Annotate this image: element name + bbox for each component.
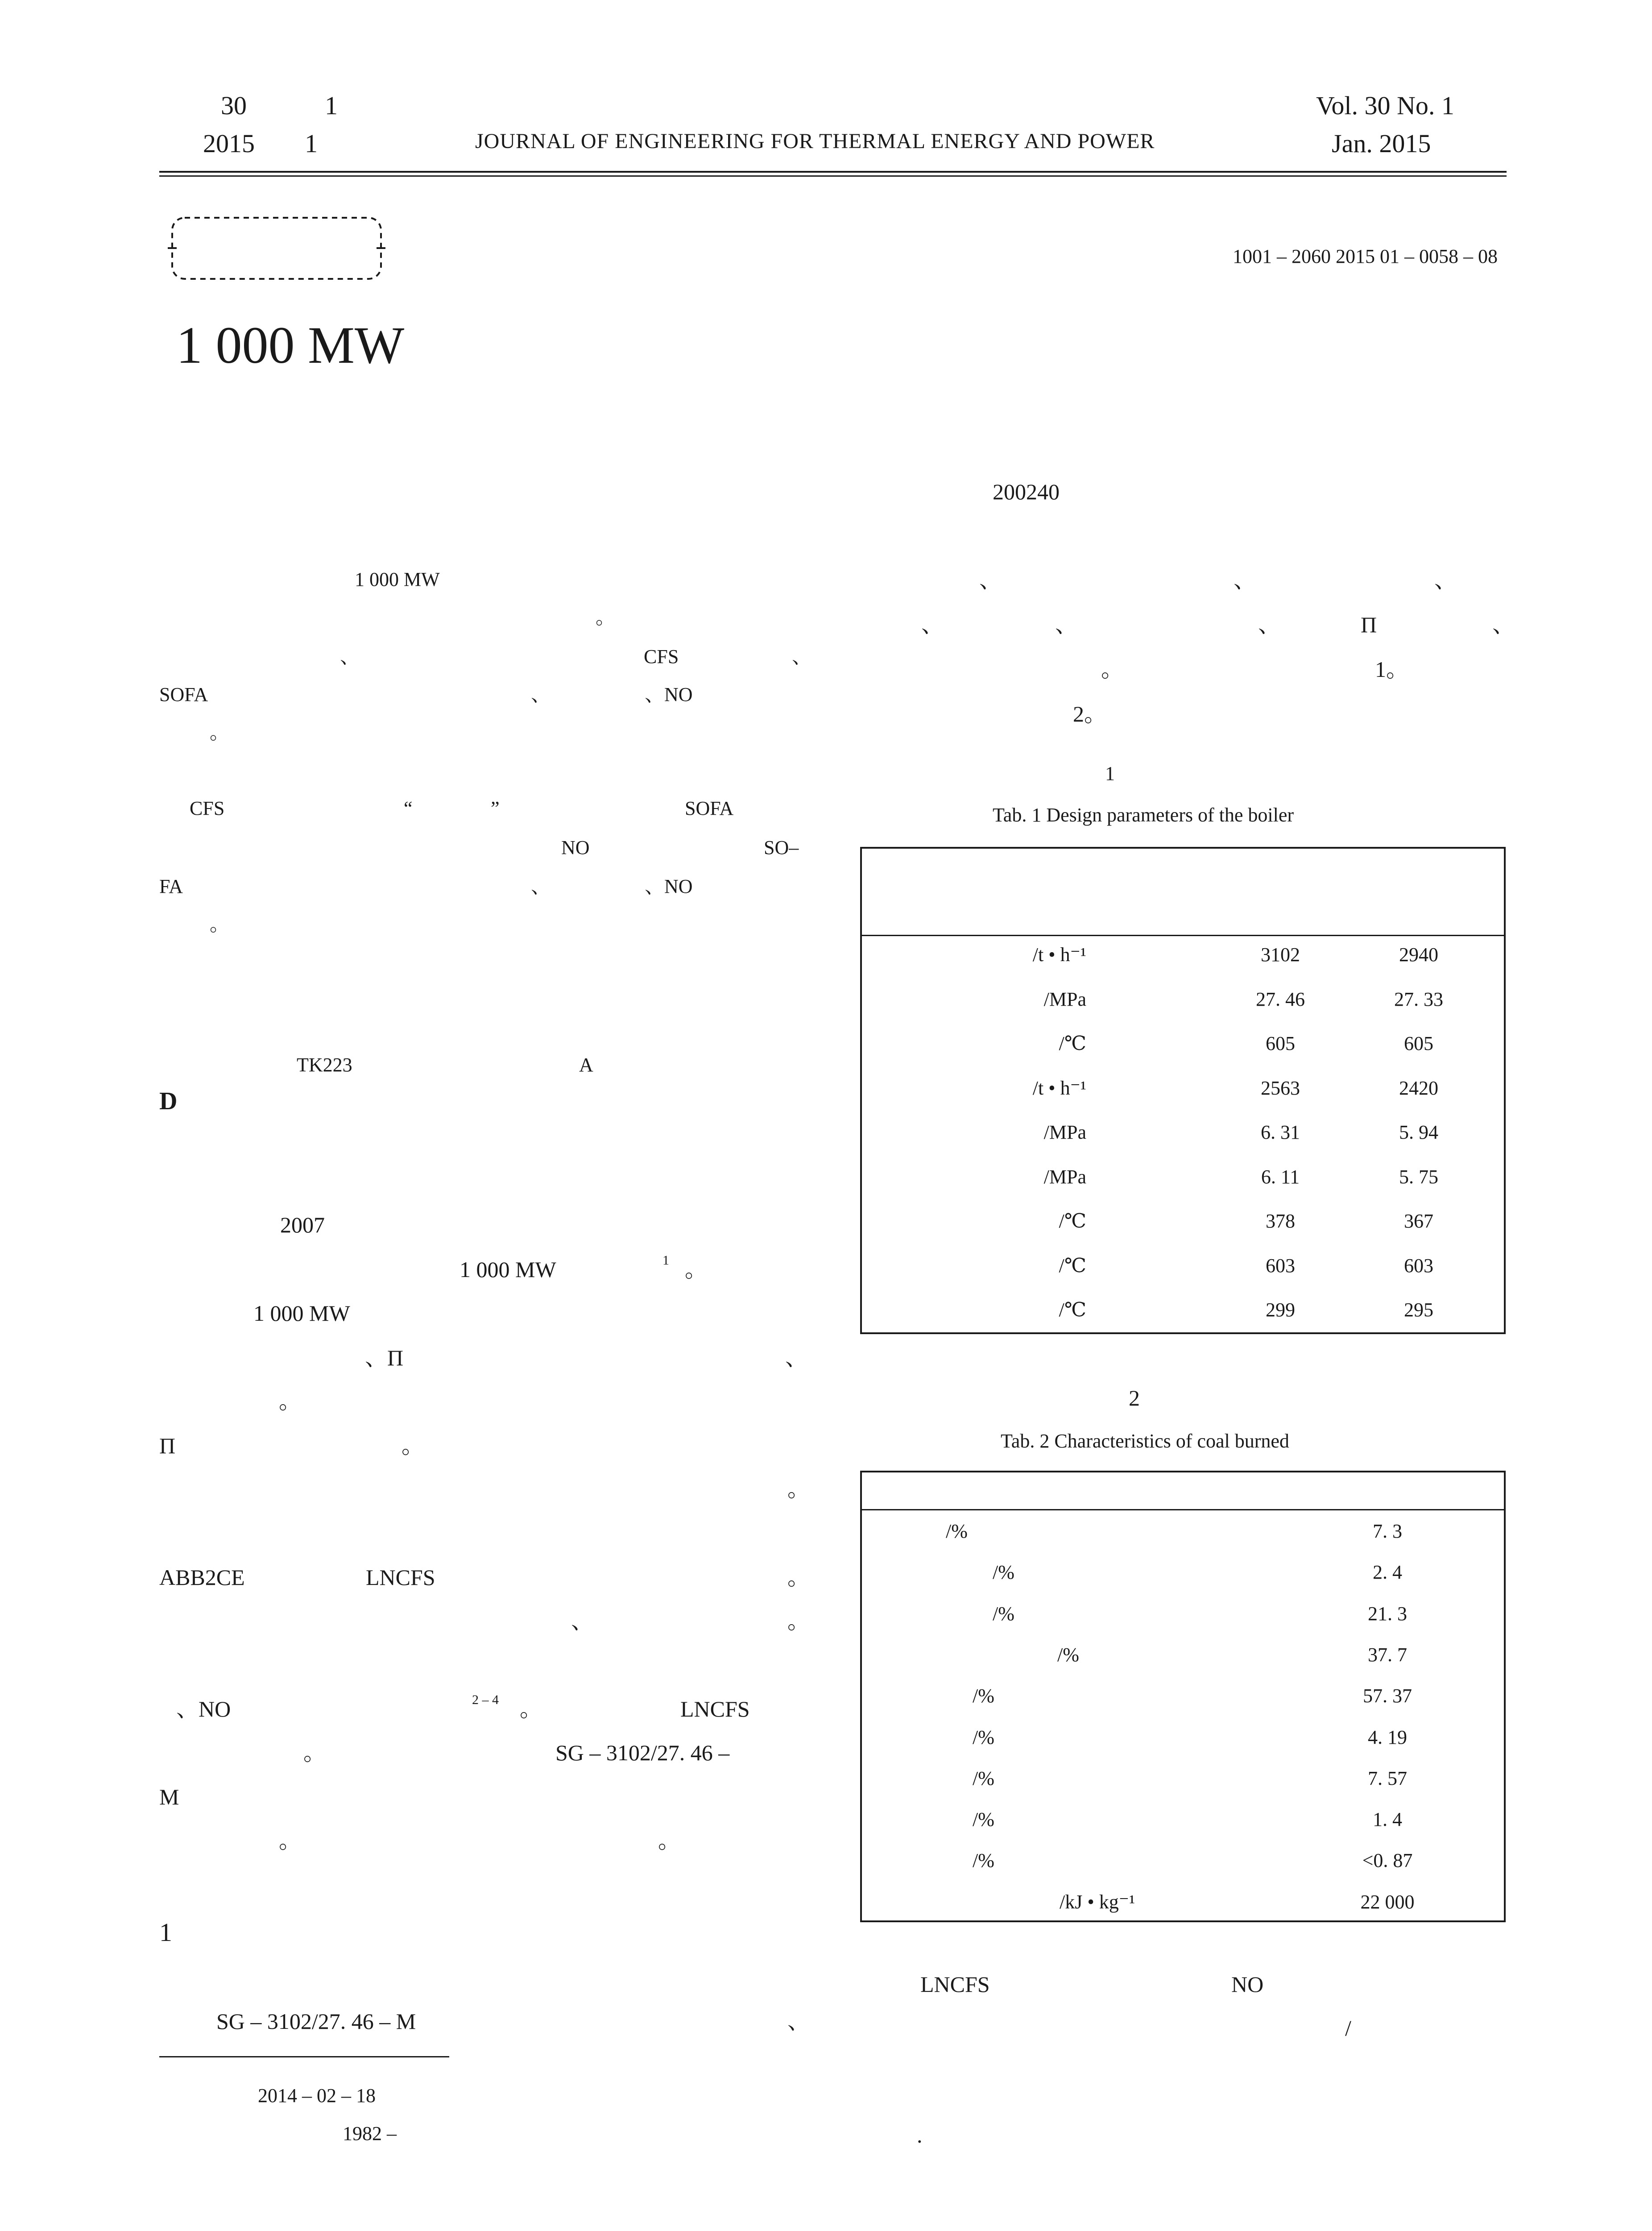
body-capacity: 1 000 MW <box>253 1301 350 1326</box>
table2-unit: /% <box>973 1685 994 1707</box>
abstract-mark: 。 <box>210 913 229 935</box>
article-title: 1 000 MW <box>176 316 405 374</box>
body-slash: / <box>1345 2015 1351 2040</box>
body-capacity: 1 000 MW <box>460 1257 556 1282</box>
body-mark: 、 <box>1055 612 1077 637</box>
body-company: ABB2CE <box>159 1565 245 1590</box>
table-reference: 1。 <box>1375 657 1408 682</box>
table1-unit: /MPa <box>1043 1121 1086 1143</box>
table1-design-value: 27. 46 <box>1256 988 1305 1010</box>
table1-rated-value: 27. 33 <box>1394 988 1443 1010</box>
header-date: Jan. 2015 <box>1332 129 1431 158</box>
abstract-mark: ” <box>491 797 500 819</box>
table2-value: 21. 3 <box>1368 1602 1407 1625</box>
table-reference: 2。 <box>1073 701 1106 726</box>
table1-caption: Tab. 1 Design parameters of the boiler <box>993 804 1294 826</box>
table1-unit: /℃ <box>1059 1299 1086 1321</box>
table1-unit: /℃ <box>1059 1254 1086 1277</box>
table1-rated-value: 295 <box>1404 1299 1433 1321</box>
table2-value: 1. 4 <box>1373 1808 1402 1831</box>
table1-unit: /MPa <box>1043 1165 1086 1188</box>
boiler-model: SG – 3102/27. 46 – <box>555 1740 730 1765</box>
table1-design-value: 6. 31 <box>1261 1121 1300 1143</box>
table2-value: 22 000 <box>1360 1891 1415 1913</box>
body-lncfs: LNCFS <box>920 1972 990 1997</box>
table1-unit: /t • h⁻¹ <box>1032 1077 1086 1099</box>
abstract-mark: 、 <box>531 684 551 705</box>
document-code: A <box>579 1054 593 1076</box>
body-mark: 。 <box>520 1696 542 1721</box>
body-mark: 、 <box>979 568 1002 593</box>
abstract-sofa: SOFA <box>159 684 208 705</box>
body-pi: 、Π <box>365 1345 404 1370</box>
table1-design-value: 378 <box>1266 1210 1295 1232</box>
body-mark: 、 <box>1434 568 1457 593</box>
table1-unit: /t • h⁻¹ <box>1032 944 1086 966</box>
body-mark: 。 <box>303 1740 326 1765</box>
table2-header-rule <box>860 1509 1506 1510</box>
table1-design-value: 299 <box>1266 1299 1295 1321</box>
article-number: 1001 – 2060 2015 01 – 0058 – 08 <box>1233 245 1498 267</box>
body-mark: 。 <box>658 1828 680 1853</box>
table2-unit: /% <box>946 1520 968 1542</box>
table2-unit: /% <box>973 1767 994 1789</box>
section-heading-1: 1 <box>159 1918 172 1947</box>
clc-number: TK223 <box>297 1054 352 1076</box>
body-mark: 、 <box>1492 612 1515 637</box>
body-pi: Π <box>1361 612 1377 637</box>
boiler-model: SG – 3102/27. 46 – M <box>216 2009 416 2034</box>
body-mark: 。 <box>279 1828 301 1853</box>
abstract-mark: 、 <box>531 875 551 897</box>
table1-design-value: 2563 <box>1261 1077 1300 1099</box>
table1-rated-value: 367 <box>1404 1210 1433 1232</box>
table2-unit: /% <box>1057 1643 1079 1666</box>
table1-header-rule <box>860 935 1506 936</box>
header-vol-no: Vol. 30 No. 1 <box>1316 91 1454 120</box>
body-mark: 。 <box>787 1476 810 1501</box>
header-volume: 30 <box>221 91 247 120</box>
table2-unit: /% <box>973 1849 994 1872</box>
body-mark: 。 <box>685 1257 707 1282</box>
abstract-nox: 、NO <box>645 684 693 705</box>
citation-ref: 2 – 4 <box>472 1692 499 1707</box>
table2-number: 2 <box>1129 1385 1140 1410</box>
body-lncfs: LNCFS <box>366 1565 435 1590</box>
received-date: 2014 – 02 – 18 <box>258 2085 376 2107</box>
body-pi: Π <box>159 1433 176 1458</box>
footnote-rule <box>159 2056 449 2057</box>
doi-mark: D <box>159 1087 178 1115</box>
table1-design-value: 605 <box>1266 1033 1295 1054</box>
table2-value: 2. 4 <box>1373 1561 1402 1584</box>
body-period: . <box>917 2123 923 2148</box>
abstract-mark: 。 <box>596 606 615 628</box>
body-mark: 、 <box>1258 612 1280 637</box>
body-mark: 。 <box>402 1433 424 1458</box>
body-nox: 、NO <box>176 1696 231 1721</box>
table2-value: 7. 3 <box>1373 1520 1402 1542</box>
table2-unit: /kJ • kg⁻¹ <box>1060 1891 1135 1913</box>
table2-value: 37. 7 <box>1368 1643 1407 1666</box>
header-rule-top <box>159 171 1507 173</box>
body-mark: 。 <box>787 1565 810 1590</box>
abstract-mark: 、 <box>340 646 360 668</box>
journal-name: JOURNAL OF ENGINEERING FOR THERMAL ENERGY AND POWER <box>475 129 1155 153</box>
body-year: 2007 <box>280 1212 325 1237</box>
abstract-cfs: CFS <box>644 646 679 668</box>
table1-rated-value: 5. 94 <box>1399 1121 1438 1143</box>
table1-design-value: 603 <box>1266 1254 1295 1277</box>
table1-rated-value: 603 <box>1404 1254 1433 1277</box>
body-mark: 、 <box>921 612 944 637</box>
abstract-capacity: 1 000 MW <box>355 568 440 590</box>
abstract-nox: NO <box>561 837 590 858</box>
abstract-sofa: SOFA <box>685 797 734 819</box>
body-mark: 、 <box>785 1345 807 1370</box>
table2-unit: /% <box>993 1602 1014 1625</box>
body-mark: 、 <box>571 1609 593 1634</box>
body-mark: 、 <box>1234 568 1256 593</box>
table1-design-value: 3102 <box>1261 944 1300 966</box>
abstract-nox: 、NO <box>645 875 693 897</box>
postcode: 200240 <box>993 479 1060 504</box>
body-mark: 、 <box>787 2009 810 2034</box>
abstract-mark: 。 <box>210 722 229 743</box>
header-year: 2015 <box>203 129 255 158</box>
header-issue: 1 <box>325 91 338 120</box>
table2-value: 4. 19 <box>1368 1726 1407 1748</box>
author-birth-year: 1982 – <box>343 2123 397 2144</box>
body-mark: 。 <box>787 1609 810 1634</box>
abstract-sofa-break: SO– <box>764 837 799 858</box>
table2-value: 7. 57 <box>1368 1767 1407 1789</box>
table2-unit: /% <box>973 1808 994 1831</box>
abstract-cfs: CFS <box>190 797 225 819</box>
table1-design-value: 6. 11 <box>1261 1165 1300 1188</box>
body-mark: 。 <box>1101 657 1123 682</box>
table2-caption: Tab. 2 Characteristics of coal burned <box>1001 1430 1289 1452</box>
table1-rated-value: 2420 <box>1399 1077 1438 1099</box>
body-mark: 。 <box>279 1389 301 1414</box>
table1-unit: /MPa <box>1043 988 1086 1010</box>
table2-value: 57. 37 <box>1363 1685 1412 1707</box>
column-label-frame <box>165 214 388 283</box>
table1-rated-value: 605 <box>1404 1033 1433 1054</box>
table1-unit: /℃ <box>1059 1210 1086 1232</box>
header-month: 1 <box>305 129 318 158</box>
table2-unit: /% <box>993 1561 1014 1584</box>
table1-number: 1 <box>1105 763 1115 784</box>
body-lncfs: LNCFS <box>680 1696 750 1721</box>
table1-rated-value: 5. 75 <box>1399 1165 1438 1188</box>
abstract-mark: “ <box>404 797 413 819</box>
body-model-suffix: M <box>159 1784 179 1809</box>
table2-value: <0. 87 <box>1362 1849 1413 1872</box>
abstract-mark: 、 <box>792 646 812 668</box>
citation-ref: 1 <box>662 1253 669 1268</box>
table2-unit: /% <box>973 1726 994 1748</box>
table1-rated-value: 2940 <box>1399 944 1438 966</box>
header-rule-bottom <box>159 175 1507 177</box>
abstract-fa: FA <box>159 875 183 897</box>
table1-unit: /℃ <box>1059 1033 1086 1054</box>
body-nox: NO <box>1231 1972 1264 1997</box>
